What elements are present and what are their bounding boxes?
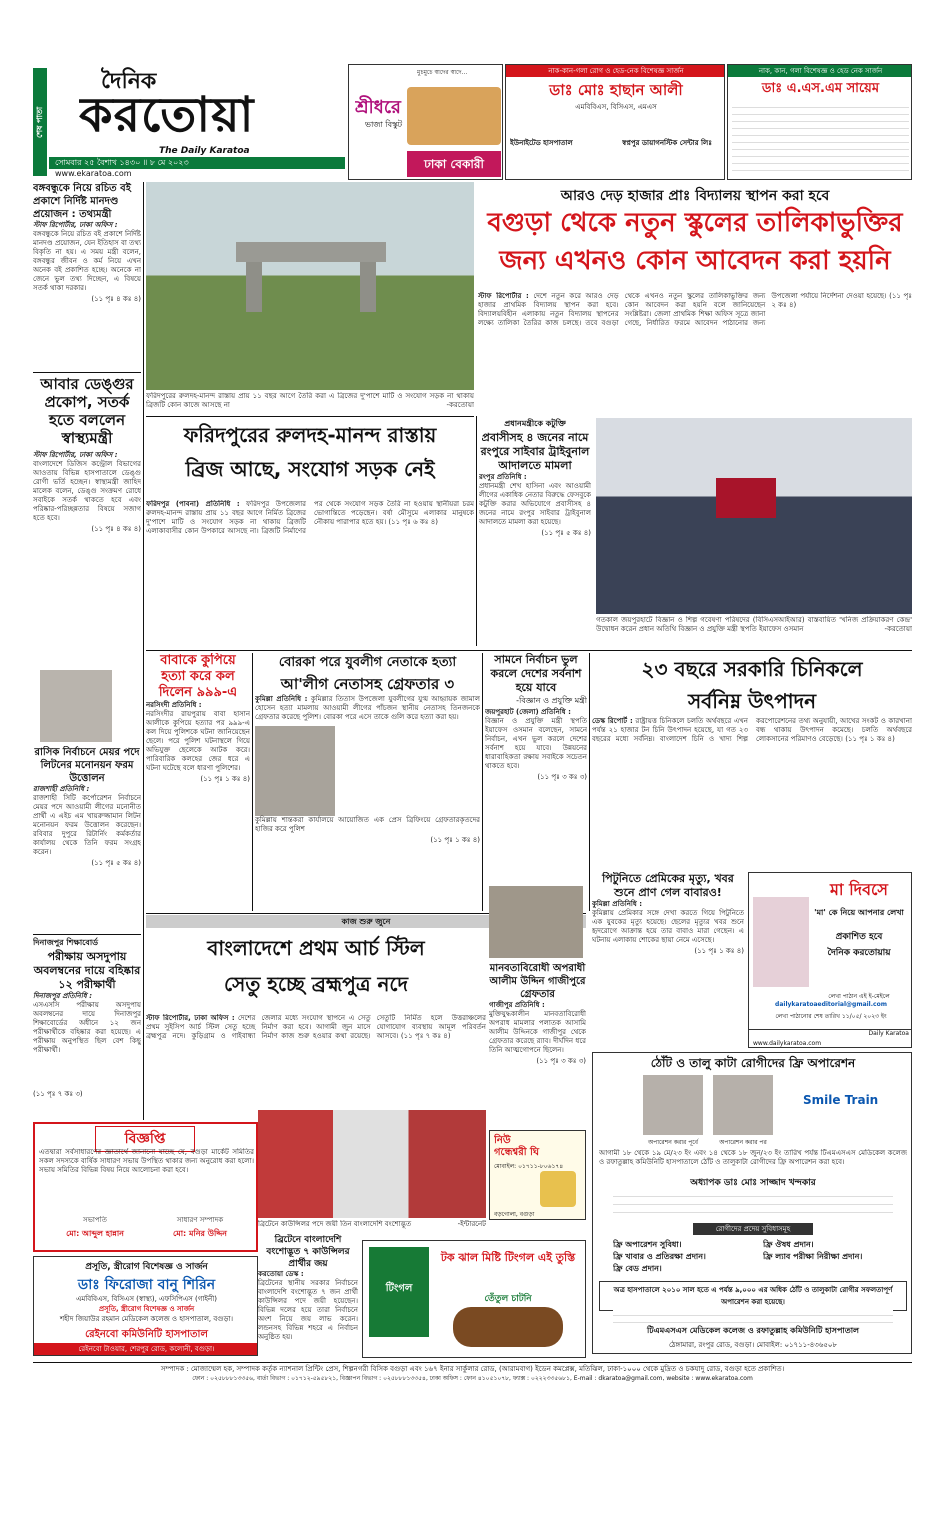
md-line2: প্রকাশিত হবে [835, 932, 883, 942]
left-story-4 [33, 937, 141, 1087]
masthead-name-en: The Daily Karatoa [159, 146, 250, 156]
s4-more: (১১ পৃঃ ৭ কঃ ৩) [33, 1090, 83, 1098]
footer-line1: সম্পাদক : মোজাম্মেল হক, সম্পাদক কর্তৃক ন্যাশনাল প্রিন্টিং প্রেস, শিল্পনগরী বিসিক বগুড়া এবং ১৬৭ ইনার সার্কুলার রোড, (আরামবাগ) ইডেন কমপ্লেক্স, মতিঝিল, ঢাকা-১০০০ থেকে মুদ্রিত ও চকযাদু রোড, বগুড়া হতে প্রকাশিত। [160, 1365, 785, 1373]
jubo-story [255, 653, 480, 911]
s4-title: পরীক্ষায় অসদুপায় অবলম্বনের দায়ে বহিষ্কার ১২ পরীক্ষার্থী [33, 950, 141, 991]
jubo-byline: কুমিল্লা প্রতিনিধি : [255, 695, 308, 703]
bridge-pier-left [246, 262, 262, 312]
ghee-phone: মোবাইল: ০১৭১১-৮০৬১৭৪ [494, 1163, 564, 1170]
masthead-side-tab [33, 68, 47, 176]
father-story [146, 653, 250, 911]
father-body: নরসিংদীর রায়পুরায় বাবা হাসান আলীকে কুপিয়ে হত্যার পর ৯৯৯-এ কল দিয়ে পুলিশকে ঘটনা জানিয়েছেন ছেলে। পরে পুলিশ ঘটনাস্থলে গিয়ে অভিযুক্ত ছেলেকে আটক করে। পারিবারিক কলহের জের ধরে এ ঘটনা ঘটেছে বলে ধারণা পুলিশের। [146, 710, 250, 772]
cleft-benefit-2: ফ্রি খাবার ও প্রতিরক্ষা প্রদান। [613, 1252, 706, 1261]
army-headline [146, 930, 486, 1010]
pm-title: প্রবাসীসহ ৪ জনের নামে রংপুরে সাইবার ট্রাইবুনাল আদালতে মামলা [480, 431, 590, 472]
tingle-brand: টিংগল [385, 1283, 413, 1294]
doc1-diag: স্বপ্নপুর ডায়াগনস্টিক সেন্টার লিঃ [622, 139, 712, 147]
uk-body: ব্রিটেনের স্থানীয় সরকার নির্বাচনে বাংলাদেশি বংশোদ্ভূত ৭ জন প্রার্থী কাউন্সিলর পদে জয়ী হয়েছেন। বিভিন্ন দলের হয়ে তারা নির্বাচনে অংশ নিয়ে জয় লাভ করেন। লন্ডনসহ বিভিন্ন শহরে এ নির্বাচন অনুষ্ঠিত হয়। [258, 1279, 358, 1341]
bridge-deck [236, 242, 386, 262]
ad-tingle[interactable] [362, 1240, 586, 1358]
md-line1: 'মা' কে নিয়ে আপনার লেখা [814, 908, 904, 917]
masthead-name: করতোয়া [79, 87, 255, 143]
s3-more: (১১ পৃঃ ৫ কঃ ৪) [91, 859, 141, 867]
s2-title: আবার ডেঙ্গুর প্রকোপ, সতর্ক হতে বললেন স্বাস্থ্যমন্ত্রী [40, 375, 134, 447]
cleft-doctor-info [613, 1189, 893, 1219]
doc1-header-text: নাক-কান-গলা রোগ ও হেড-নেক বিশেষজ্ঞ সার্জন [548, 67, 684, 75]
column-rule [143, 182, 144, 1120]
s4-byline: দিনাজপুর প্রতিনিধি : [33, 992, 93, 1000]
lead-headline [478, 204, 912, 284]
bridge-pier-right [360, 262, 376, 312]
army-title-1: বাংলাদেশে প্রথম আর্চ স্টিল [207, 936, 425, 960]
bridge-title-1: ফরিদপুরের রুলদহ-মানন্দ রাস্তায় [183, 423, 437, 447]
ad-snack[interactable] [348, 64, 503, 180]
doc2-header-text: নাক, কান, গলা বিশেষজ্ঞ ও হেড নেক সার্জন [758, 67, 883, 75]
footer [33, 1364, 912, 1400]
father-more: (১১ পৃঃ ১ কঃ ৪) [200, 775, 250, 783]
s3-title: রাসিক নির্বাচনে মেয়র পদে লিটনের মনোনয়ন ফরম উত্তোলন [34, 747, 140, 784]
lead-byline: স্টাফ রিপোর্টার : [478, 292, 529, 300]
s2-byline: স্টাফ রিপোর্টার, ঢাকা অফিস : [33, 451, 118, 459]
ghee-jar [540, 1171, 576, 1207]
pm-kicker: প্রধানমন্ত্রীকে কটুক্তি [504, 419, 566, 428]
uk-byline: করতোয়া ডেস্ক : [258, 1270, 304, 1278]
doc1-hospital: ইউনাইটেড হাসপাতাল [510, 139, 573, 147]
ghee-line2: গন্ধেশ্বরী ঘি [494, 1147, 540, 1158]
left-story-2 [33, 375, 141, 665]
photo-ceremony-caption [596, 616, 912, 646]
cleft-benefit-5: ফ্রি ল্যাব পরীক্ষা নিরীক্ষা প্রদান। [763, 1252, 863, 1261]
sugar-body [592, 717, 912, 857]
uk-title: ব্রিটেনে বাংলাদেশি বংশোদ্ভূত ৭ কাউন্সিলর প্রার্থীর জয় [266, 1235, 350, 1269]
md-email-label: লেখা পাঠান এই ই-মেইলে [828, 993, 890, 1000]
md-email[interactable]: dailykaratoaeditorial@gmail.com [775, 1001, 887, 1008]
jubo-title-1: বোরকা পরে যুবলীগ নেতাকে হত্যা [278, 655, 457, 670]
photo-liton [40, 670, 112, 742]
sugar-body-text: রাষ্ট্রায়ত্ত চিনিকলে চলতি অর্থবছরে এখন পর্যন্ত ২১ হাজার টন চিনি উৎপাদন হয়েছে, যা গত ২৩ বছরের মধ্যে সর্বনিম্ন। বাংলাদেশ চিনি ও খাদ্য শিল্প করপোরেশনের তথ্য অনুযায়ী, আখের সংকট ও কারখানা বন্ধ থাকায় উৎপাদন কমেছে। চলতি অর্থবছরে লোকসানের পরিমাণও বেড়েছে। [592, 717, 912, 743]
column-rule [589, 653, 590, 911]
cleft-after-photo [713, 1075, 773, 1135]
ad-mothers-day[interactable] [748, 872, 912, 1048]
ad-doctor-bottom[interactable] [33, 1256, 258, 1356]
election-title: সামনে নির্বাচন ভুল করলে দেশের সর্বনাশ হয়ে যাবে [490, 653, 582, 694]
adb-degree: এমবিবিএস, বিসিএস (স্বাস্থ্য), এফসিপিএস (গাইনী) [76, 1295, 217, 1303]
md-fb[interactable]: Daily Karatoa [868, 1030, 909, 1037]
column-rule [482, 653, 483, 911]
adb-header: প্রসূতি, স্ত্রীরোগ বিশেষজ্ঞ ও সার্জন [85, 1262, 208, 1272]
doc1-name: ডাঃ মোঃ হাছান আলী [549, 81, 683, 99]
column-rule [476, 416, 477, 646]
tingle-headline: টক ঝাল মিষ্টি টিংগল এই তুস্তি [440, 1251, 576, 1264]
jubo-photo-caption: কুমিল্লায় শান্তকরা কার্যালয়ে আয়োজিত এক প্রেস ব্রিফিংয়ে গ্রেফতারকৃতদের হাজির করে পুলিশ [255, 816, 480, 833]
doc1-degree: এমবিবিএস, বিসিএস, এমএস [575, 103, 657, 111]
tingle-product: তেঁতুল চাটনি [484, 1294, 532, 1304]
adb-address-bar [34, 1343, 258, 1355]
lead-kicker: আরও দেড় হাজার প্রাঃ বিদ্যালয় স্থাপন করা হবে [560, 188, 830, 204]
jubo-body-text: কুমিল্লার তিতাস উপজেলা যুবলীগের যুগ্ম আহ্বায়ক জামাল হোসেন হত্যা মামলায় আওয়ামী লীগের পাঁচজন স্থানীয় নেতাসহ তিনজনকে গ্রেফতার করেছে পুলিশ। বোরকা পরে এসে তাকে গুলি করে হত্যা করা হয়। [255, 695, 480, 721]
war-more: (১১ পৃঃ ৩ কঃ ৩) [536, 1057, 586, 1065]
s1-title: বঙ্গবন্ধুকে নিয়ে রচিত বই প্রকাশে নির্দিষ্ট মানদণ্ড প্রয়োজন : তথ্যমন্ত্রী [33, 183, 131, 220]
ghee-line1: নিউ [494, 1135, 511, 1146]
s1-body: বঙ্গবন্ধুকে নিয়ে রচিত বই প্রকাশে নির্দিষ্ট মানদণ্ড প্রয়োজন, যেন ইতিহাস বা তথ্য বিকৃতি না হয়। এ সময় মন্ত্রী বলেন, বঙ্গবন্ধুর জীবন ও কর্ম নিয়ে এখন অনেক বই প্রকাশিত হচ্ছে। অনেকে না জেনে ভুল তথ্য দিচ্ছেন, এ বিষয়ে সতর্ক থাকা দরকার। [33, 230, 141, 292]
ad-ghee[interactable] [489, 1130, 586, 1220]
election-more: (১১ পৃঃ ৩ কঃ ৩) [537, 773, 587, 781]
notice-sign1-role: সভাপতি [83, 1216, 107, 1224]
md-title: মা দিবসে [830, 880, 888, 899]
jubo-more: (১১ পৃঃ ১ কঃ ৪) [430, 836, 480, 844]
lead-title-1: বগুড়া থেকে নতুন স্কুলের তালিকাভুক্তির [487, 208, 903, 238]
photo-alim [489, 886, 583, 958]
cleft-doctor: অধ্যাপক ডাঃ মোঃ সাজ্জাদ খন্দকার [690, 1178, 816, 1188]
army-kicker: কাজ শুরু জুনে [341, 917, 391, 926]
sugar-title-1: ২৩ বছরে সরকারি চিনিকলে [641, 657, 863, 681]
cleft-after: অপারেশন করার পর [719, 1139, 767, 1146]
bridge-body [146, 500, 474, 646]
left-story-3 [33, 746, 141, 932]
tingle-tamarind [453, 1307, 563, 1347]
photo-bridge-caption-text: ফরিদপুরের রুলদহ-মানন্দ রাস্তায় প্রায় ১১ বছর আগে তৈরি করা এ ব্রিজের দু'পাশে মাটি ও সংযোগ সড়ক না থাকায় ব্রিজটি কোন কাজে আসছে না [146, 392, 474, 409]
notice-title: বিজ্ঞপ্তি [95, 1126, 195, 1152]
war-story [489, 962, 586, 1128]
photo-bridge [146, 182, 474, 390]
bridge-more: (১১ পৃঃ ৬ কঃ ৪) [388, 518, 438, 526]
notice-sign2-name: মো: মনির উদ্দিন [173, 1229, 227, 1238]
cleft-hospital: টিএমএসএস মেডিকেল কলেজ ও রফাতুল্লাহ কমিউনিটি হাসপাতাল [647, 1326, 859, 1335]
doc2-header [728, 65, 912, 77]
war-byline: গাজীপুর প্রতিনিধি : [489, 1001, 545, 1009]
masthead [49, 64, 345, 178]
cleft-partner: Smile Train [803, 1093, 879, 1107]
doc2-info-lines [732, 101, 909, 177]
ceremony-banner [716, 478, 776, 518]
masthead-name-top: দৈনিক [101, 68, 157, 94]
s3-byline: রাজশাহী প্রতিনিধি : [33, 785, 90, 793]
cleft-before-photo [643, 1075, 703, 1135]
divider [146, 416, 474, 417]
photo-ceremony-caption-text: গতকাল জয়পুরহাটে বিজ্ঞান ও শিল্প গবেষণা পরিষদের (বিসিএসআইআর) বাস্তবায়িত 'খনিজ প্রক্রিয়াকরণ কেন্দ্র' উদ্বোধন করেন প্রধান অতিথি বিজ্ঞান ও প্রযুক্তি মন্ত্রী স্থপতি ইয়াফেস ওসমান [596, 616, 912, 633]
s4-kicker: দিনাজপুর শিক্ষাবোর্ড [33, 938, 99, 947]
pitunite-byline: কুমিল্লা প্রতিনিধি : [592, 900, 643, 908]
doc1-header [506, 65, 725, 77]
s1-byline: স্টাফ রিপোর্টার, ঢাকা অফিস : [33, 221, 118, 229]
pm-more: (১১ পৃঃ ৫ কঃ ৪) [541, 529, 591, 537]
notice-body: এতদ্বারা সর্বসাধারণের জ্ঞাতার্থে জানানো যাচ্ছে যে, বগুড়া মার্কেট সমিতির সকল সদস্যকে বার্ষিক সাধারণ সভায় উপস্থিত থাকার জন্য অনুরোধ করা হলো। সভায় সমিতির বিভিন্ন বিষয় নিয়ে আলোচনা করা হবে। [39, 1148, 254, 1174]
divider [146, 650, 912, 651]
footer-rule [33, 1362, 912, 1363]
adb-college: শহীদ জিয়াউর রহমান মেডিকেল কলেজ ও হাসপাতাল, বগুড়া। [59, 1315, 234, 1323]
lead-body [478, 292, 912, 414]
election-byline: জয়পুরহাট (জেলা) প্রতিনিধি : [485, 708, 571, 716]
lead-more: (১১ পৃঃ ২ কঃ ৪) [771, 292, 912, 309]
adb-address: রেইনবো টাওয়ার, শেরপুর রোড, কলোনী, বগুড়া। [78, 1345, 215, 1353]
war-title: মানবতাবিরোধী অপরাধী আলীম উদ্দিন গাজীপুরে গ্রেফতার [489, 963, 586, 1000]
cleft-note: অত্র হাসপাতালে ২০১০ সাল হতে এ পর্যন্ত ৯,০০০ এর অধিক ঠোঁট ও তালুকাটা রোগীর সফলতাপূর্ণ অপারেশন করা হয়েছে। [599, 1281, 907, 1311]
army-body-text: দেশের প্রথম সুইসিপ আর্চ স্টিল সেতু হচ্ছে ব্রহ্মপুত্র নদে। কুড়িগ্রাম ও গাইবান্ধা জেলার মধ্যে সংযোগ স্থাপনে এ সেতু নির্মাণ করা হবে। আগামী জুন মাসে নির্মাণ কাজ শুরু হওয়ার কথা রয়েছে। সেতুটি নির্মিত হলে উত্তরাঞ্চলের যোগাযোগ ব্যবস্থায় আমূল পরিবর্তন আসবে। [146, 1014, 486, 1040]
pitunite-more: (১১ পৃঃ ১ কঃ ৪) [694, 947, 744, 955]
doc2-name: ডাঃ এ.এস.এম সায়েম [761, 81, 880, 96]
jubo-body [255, 695, 480, 722]
jubo-title-2: আ'লীগ নেতাসহ গ্রেফতার ৩ [280, 675, 455, 693]
s2-more: (১১ পৃঃ ৪ কঃ ৪) [91, 525, 141, 533]
side-tab-label: শেষ পাতা [35, 106, 44, 138]
election-sub: -বিজ্ঞান ও প্রযুক্তি মন্ত্রী [516, 696, 587, 705]
army-more: (১১ পৃঃ ৭ কঃ ৪) [400, 1032, 451, 1040]
bridge-headline [146, 418, 474, 498]
photo-ceremony-credit: -করতোয়া [884, 625, 912, 633]
md-line3: দৈনিক করতোয়ায় [827, 948, 891, 958]
md-footer [749, 1029, 912, 1048]
lead-title-2: জন্য এখনও কোন আবেদন করা হয়নি [499, 246, 891, 276]
divider [33, 934, 141, 935]
adb-hospital: রেইনবো কমিউনিটি হাসপাতাল [85, 1329, 208, 1340]
adb-name: ডাঃ ফিরোজা বানু শিরিন [77, 1277, 216, 1293]
cleft-benefit-4: ফ্রি ঔষধ প্রদান। [763, 1240, 814, 1249]
cleft-before: অপারেশন করার পূর্বে [647, 1139, 699, 1146]
sugar-title-2: সর্বনিম্ন উৎপাদন [687, 689, 817, 713]
pm-story [479, 418, 591, 648]
left-story-1 [33, 182, 141, 370]
masthead-website[interactable]: www.ekaratoa.com [55, 169, 132, 178]
sugar-story [592, 653, 912, 868]
snack-footer [407, 151, 501, 177]
photo-uk-caption-text: ব্রিটেনে কাউন্সিলর পদে জয়ী তিন বাংলাদেশি বংশোদ্ভূত [258, 1220, 412, 1228]
notice-sign1-name: মো: আব্দুল হান্নান [66, 1229, 124, 1238]
lead-body-text: দেশে নতুন করে আরও দেড় হাজার প্রাথমিক বিদ্যালয় স্থাপন করা হবে। বিদ্যালয়বিহীন এলাকায় নতুন বিদ্যালয় স্থাপনের লক্ষ্যে তালিকা তৈরির কাজ চলছে। তবে বগুড়া থেকে এখনও নতুন স্কুলের তালিকাভুক্তির জন্য কোন আবেদন করা হয়নি বলে জানিয়েছেন সংশ্লিষ্টরা। জেলা প্রাথমিক শিক্ষা অফিস সূত্রে জানা গেছে, নির্ধারিত ফরমে আবেদন পাঠানোর জন্য উপজেলা পর্যায়ে নির্দেশনা দেওয়া হয়েছে। [478, 292, 887, 327]
bridge-body-text: ফরিদপুর উপজেলার রুলদহ-মানন্দ রাস্তায় প্রায় ১১ বছর আগে নির্মিত ব্রিজের দু'পাশে মাটি ও সংযোগ সড়ক না থাকায় ব্রিজটি এলাকাবাসীর কোন উপকারে আসছে না। ব্রিজটি নির্মাণের পর থেকে সংযোগ সড়ক তৈরি না হওয়ায় স্থানীয়রা চরম ভোগান্তিতে পড়েছেন। বর্ষা মৌসুমে এলাকার মানুষকে নৌকায় পারাপার হতে হয়। [146, 500, 474, 535]
pm-body: প্রধানমন্ত্রী শেখ হাসিনা এবং আওয়ামী লীগের একাধিক নেতার বিরুদ্ধে ফেসবুকে কটুক্তি করার অভিযোগে প্রবাসীসহ ৪ জনের নামে রংপুর সাইবার ট্রাইবুনাল আদালতে মামলা করা হয়েছে। [479, 482, 591, 526]
divider [33, 372, 141, 373]
cleft-contact-lines [613, 1309, 893, 1323]
bridge-title-2: ব্রিজ আছে, সংযোগ সড়ক নেই [185, 457, 435, 481]
father-title: বাবাকে কুপিয়ে হত্যা করে কল দিলেন ৯৯৯-এ [158, 653, 238, 700]
photo-uk-caption [258, 1220, 486, 1230]
column-rule [252, 653, 253, 911]
adb-sub: প্রসূতি, স্ত্রীরোগ বিশেষজ্ঞ ও সার্জন [98, 1305, 195, 1313]
notice-box [33, 1122, 258, 1252]
pitunite-title: পিটুনিতে প্রেমিকের মৃত্যু, খবর শুনে প্রাণ গেল বাবারও! [602, 872, 734, 899]
s2-body: বাংলাদেশে ডিজিস কন্ট্রোল বিভাগের আওতায় বিভিন্ন হাসপাতালে ডেঙ্গু রোগী ভর্তি হচ্ছেন। স্বাস্থ্যমন্ত্রী জাহিদ মালেক বলেন, ডেঙ্গু সংক্রমণ রোধে সবাইকে সতর্ক থাকতে হবে এবং পরিষ্কার-পরিচ্ছন্নতার বিষয়ে সজাগ হতে হবে। [33, 460, 141, 522]
photo-uk [258, 1110, 486, 1218]
s1-more: (১১ পৃঃ ৪ কঃ ৪) [91, 295, 141, 303]
sugar-more: (১১ পৃঃ ১ কঃ ৪) [845, 735, 895, 743]
pitunite-body: কুমিল্লায় প্রেমিকার সঙ্গে দেখা করতে গিয়ে পিটুনিতে এক যুবকের মৃত্যু হয়েছে। ছেলের মৃত্যুর খবর শুনে হৃদরোগে আক্রান্ত হয়ে তার বাবাও মারা গেছেন। এ ঘটনায় এলাকায় শোকের ছায়া নেমে এসেছে। [592, 909, 744, 944]
cleft-benefits-title-bar [693, 1223, 813, 1235]
election-story [485, 653, 587, 885]
s3-body: রাজশাহী সিটি কর্পোরেশন নির্বাচনে মেয়র পদে আওয়ামী লীগের মনোনীত প্রার্থী এ এইচ এম খায়রুজ্জামান লিটন মনোনয়ন ফরম উত্তোলন করেছেন। রবিবার দুপুরে রিটার্নিং কর্মকর্তার কার্যালয় থেকে তিনি ফরম সংগ্রহ করেন। [33, 794, 141, 856]
cleft-header: ঠোঁট ও তালু কাটা রোগীদের ফ্রি অপারেশন [650, 1056, 856, 1070]
ad-cleft[interactable] [592, 1052, 912, 1354]
snack-sub: ভাজা বিস্কুট [365, 120, 403, 129]
snack-tagline: মুচমুচে স্বাদের স্বাদে... [417, 69, 468, 76]
masthead-date: সোমবার ২৫ বৈশাখ ১৪৩০ ॥ ৮ মে ২০২৩ [55, 158, 189, 167]
pm-byline: রংপুর প্রতিনিধি : [479, 473, 527, 481]
ad-doctor-2[interactable] [727, 64, 912, 180]
photo-bridge-credit: -করতোয়া [446, 401, 474, 409]
bridge-byline: ফরিদপুর (পাবনা) প্রতিনিধি : [146, 500, 240, 508]
md-deadline: লেখা পাঠানোর শেষ তারিখ ১১/০৫/ ২০২৩ ইং [775, 1013, 887, 1020]
snack-brand: শ্রীধরে [355, 97, 401, 118]
snack-footer-text: ঢাকা বেকারী [424, 157, 484, 171]
photo-bridge-caption [146, 392, 474, 412]
ad-doctor-1[interactable] [505, 64, 725, 180]
army-title-2: সেতু হচ্ছে ব্রহ্মপুত্র নদে [224, 972, 408, 996]
notice-sign2-role: সাধারণ সম্পাদক [176, 1216, 224, 1224]
sugar-byline: ডেস্ক রিপোর্ট : [592, 717, 633, 725]
photo-ceremony [596, 418, 912, 614]
md-illustration [753, 897, 809, 987]
cleft-benefit-3: ফ্রি বেড প্রদান। [613, 1264, 662, 1273]
s4-body: এসএসসি পরীক্ষায় অসদুপায় অবলম্বনের দায়ে দিনাজপুর শিক্ষাবোর্ডের অধীনে ১২ জন পরীক্ষার্থীকে বহিষ্কার করা হয়েছে। এ পরীক্ষায় অনুপস্থিত ছিল বেশ কিছু পরীক্ষার্থী। [33, 1001, 141, 1054]
cleft-benefit-1: ফ্রি অপারেশন সুবিধা। [613, 1240, 682, 1249]
army-byline: স্টাফ রিপোর্টার, ঢাকা অফিস : [146, 1014, 235, 1022]
cleft-body: আগামী ১৮ থেকে ১৯ মে/২৩ ইং এবং ১৪ থেকে ১৮ জুন/২৩ ইং তারিখ পর্যন্ত টিএমএসএস মেডিকেল কলেজ ও রফাতুল্লাহ কমিউনিটি হাসপাতালে ঠোঁট ও তালুকাটা রোগীদের ফ্রি অপারেশন করা হবে। [599, 1149, 907, 1166]
ghee-address: বড়গোলা, বগুড়া [494, 1211, 535, 1218]
photo-uk-credit: -ইন্টারনেট [457, 1220, 486, 1228]
md-website[interactable]: www.dailykaratoa.com [753, 1040, 822, 1047]
cleft-address: ঠেঙ্গামারা, রংপুর রোড, বগুড়া। মোবাইল: ০১৭১১-৪৩৬৫০৮ [668, 1341, 838, 1349]
snack-biscuit-image [407, 87, 501, 145]
father-byline: নরসিংদী প্রতিনিধি : [146, 701, 202, 709]
footer-line2: ফোন : ০২৫৮৮৮১৩৩৫৬, বার্তা বিভাগ : ০১৭১২-৫৯৫৮২১, বিজ্ঞাপন বিভাগ : ০২৫৮৮৮১৩৩৫৪, ঢাকা অফিস : ফোন ৪১০৫১০৭৮, ফ্যাক্স : ০২২২৩৩৫৬৮১, E-mail : dkaratoa@gmail.com, website : www.ekaratoa.com [192, 1375, 753, 1382]
election-body: বিজ্ঞান ও প্রযুক্তি মন্ত্রী স্থপতি ইয়াফেস ওসমান বলেছেন, সামনে নির্বাচন, এখন ভুল করলে দেশের সর্বনাশ হয়ে যাবে। উন্নয়নের ধারাবাহিকতা রক্ষায় সবাইকে সচেতন থাকতে হবে। [485, 717, 587, 770]
uk-story [258, 1234, 358, 1360]
masthead-date-bar [49, 157, 345, 169]
army-body [146, 1014, 486, 1106]
photo-jubo [255, 726, 335, 816]
war-body: মুক্তিযুদ্ধকালীন মানবতাবিরোধী অপরাধ মামলার পলাতক আসামি আলীম উদ্দিনকে গাজীপুর থেকে গ্রেফতার করেছে র‍্যাব। দীর্ঘদিন ধরে তিনি আত্মগোপনে ছিলেন। [489, 1010, 586, 1054]
cleft-benefits-title: রোগীদের প্রদেয় সুবিধাসমূহ [715, 1225, 791, 1233]
